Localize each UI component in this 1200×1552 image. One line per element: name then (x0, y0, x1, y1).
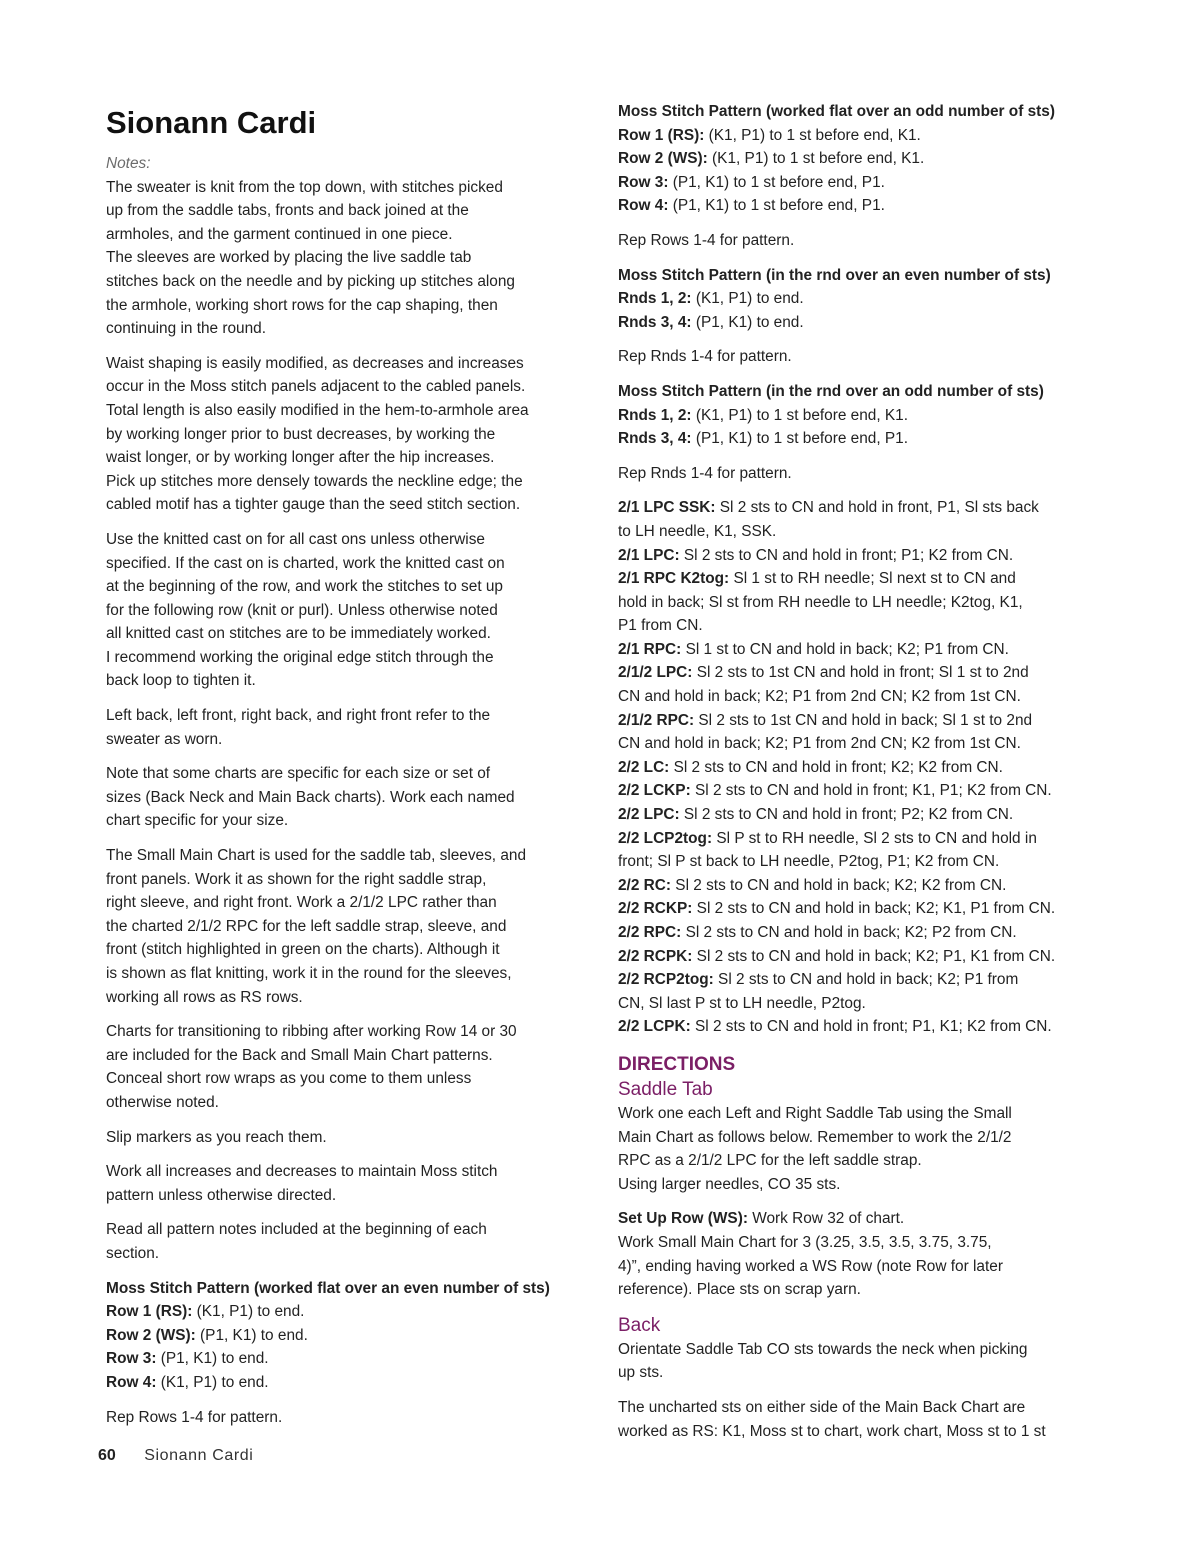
text-line: right sleeve, and right front. Work a 2/1/2 LPC rather than (106, 894, 497, 912)
text-line: the charted 2/1/2 RPC for the left saddle strap, sleeve, and (106, 917, 507, 935)
text-line: Conceal short row wraps as you come to them unless (106, 1070, 472, 1088)
right-column (618, 100, 1098, 1454)
term-label: Row 1 (RS): (618, 126, 705, 144)
term-label: 2/2 LCPK: (618, 1018, 691, 1036)
incdec-paragraph (106, 1160, 586, 1207)
moss-even-rnd-section (618, 264, 1098, 369)
term-label: 2/2 LCKP: (618, 782, 691, 800)
term-label: Row 3: (618, 173, 669, 191)
text-line: cabled motif has a tighter gauge than the seed stitch section. (106, 496, 521, 514)
term-label: 2/1 LPC SSK: (618, 499, 716, 517)
text-line: 2/1 LPC: Sl 2 sts to CN and hold in front; P1; K2 from CN. (618, 546, 1014, 564)
text-line: 2/2 RC: Sl 2 sts to CN and hold in back; K2; K2 from CN. (618, 876, 1007, 894)
text-line: 4)”, ending having worked a WS Row (note Row for later (618, 1257, 1003, 1275)
text-line: The sweater is knit from the top down, with stitches picked (106, 178, 503, 196)
text-line: front; Sl P st back to LH needle, P2tog, P1; K2 from CN. (618, 853, 1000, 871)
text-line: Work Small Main Chart for 3 (3.25, 3.5, 3.5, 3.75, 3.75, (618, 1233, 992, 1251)
term-label: 2/2 LCP2tog: (618, 829, 713, 847)
pattern-repeat: Rep Rows 1-4 for pattern. (618, 231, 795, 249)
text-line: Left back, left front, right back, and right front refer to the (106, 707, 491, 725)
text-line: CN and hold in back; K2; P1 from 2nd CN; K2 from 1st CN. (618, 688, 1021, 706)
text-line: Rnds 1, 2: (K1, P1) to 1 st before end, K1. (618, 406, 909, 424)
term-label: 2/1 LPC: (618, 546, 680, 564)
term-label: 2/1/2 LPC: (618, 664, 693, 682)
text-line: Waist shaping is easily modified, as decreases and increases (106, 354, 524, 372)
text-line: 2/2 RCKP: Sl 2 sts to CN and hold in back; K2; K1, P1 from CN. (618, 900, 1056, 918)
text-line: Row 1 (RS): (K1, P1) to end. (106, 1303, 305, 1321)
text-line: otherwise noted. (106, 1093, 219, 1111)
page-footer (98, 1447, 253, 1465)
text-line: occur in the Moss stitch panels adjacent to the cabled panels. (106, 378, 526, 396)
text-line: 2/2 RCP2tog: Sl 2 sts to CN and hold in back; K2; P1 from (618, 971, 1019, 989)
text-line: 2/1 RPC: Sl 1 st to CN and hold in back; K2; P1 from CN. (618, 640, 1009, 658)
text-line: The sleeves are worked by placing the live saddle tab (106, 249, 472, 267)
back-heading: Back (618, 1314, 661, 1336)
text-line: front panels. Work it as shown for the right saddle strap, (106, 870, 487, 888)
orientation-paragraph (106, 704, 586, 751)
text-line: 2/1/2 LPC: Sl 2 sts to 1st CN and hold in front; Sl 1 st to 2nd (618, 664, 1029, 682)
text-line: 2/2 RCPK: Sl 2 sts to CN and hold in back; K2; P1, K1 from CN. (618, 947, 1056, 965)
saddle-tab-paragraph (618, 1102, 1098, 1196)
term-label: Rnds 3, 4: (618, 313, 692, 331)
text-line: 2/2 LPC: Sl 2 sts to CN and hold in front; P2; K2 from CN. (618, 806, 1014, 824)
term-label: Rnds 1, 2: (618, 406, 692, 424)
abbreviations-list (618, 496, 1098, 1039)
text-line: front (stitch highlighted in green on the charts). Although it (106, 941, 500, 959)
notes-label: Notes: (106, 155, 151, 172)
term-label: 2/2 RC: (618, 876, 672, 894)
text-line: Slip markers as you reach them. (106, 1128, 327, 1146)
text-line: 2/2 RPC: Sl 2 sts to CN and hold in back; K2; P2 from CN. (618, 924, 1017, 941)
text-line: at the beginning of the row, and work the stitches to set up (106, 578, 503, 596)
text-line: 2/2 LCKP: Sl 2 sts to CN and hold in front; K1, P1; K2 from CN. (618, 782, 1052, 800)
text-line: P1 from CN. (618, 617, 703, 635)
read-paragraph (106, 1218, 586, 1265)
term-label: Row 2 (WS): (618, 150, 708, 168)
charts-note-paragraph (106, 762, 586, 833)
term-label: 2/2 LPC: (618, 806, 680, 824)
text-line: Orientate Saddle Tab CO sts towards the neck when picking (618, 1340, 1028, 1358)
text-line: Read all pattern notes included at the beginning of each (106, 1221, 487, 1239)
saddle-tab-heading: Saddle Tab (618, 1078, 713, 1100)
pattern-title: Moss Stitch Pattern (worked flat over an even number of sts) (106, 1279, 550, 1297)
page-number: 60 (98, 1447, 116, 1464)
text-line: sweater as worn. (106, 730, 223, 748)
text-line: Work all increases and decreases to maintain Moss stitch (106, 1163, 498, 1181)
text-line: by working longer prior to bust decreases, by working the (106, 425, 496, 443)
moss-even-flat-section (106, 1277, 586, 1430)
term-label: 2/2 LC: (618, 758, 670, 776)
text-line: The uncharted sts on either side of the Main Back Chart are (618, 1398, 1026, 1416)
text-line: stitches back on the needle and by picking up stitches along (106, 272, 515, 290)
text-line: worked as RS: K1, Moss st to chart, work chart, Moss st to 1 st (618, 1422, 1046, 1440)
text-line: Charts for transitioning to ribbing after working Row 14 or 30 (106, 1023, 517, 1041)
term-label: Row 4: (106, 1373, 157, 1391)
text-line: Row 1 (RS): (K1, P1) to 1 st before end, K1. (618, 126, 921, 144)
text-line: Note that some charts are specific for each size or set of (106, 765, 491, 783)
term-label: Row 3: (106, 1350, 157, 1368)
text-line: I recommend working the original edge stitch through the (106, 648, 494, 666)
term-label: Row 4: (618, 197, 669, 215)
text-line: Row 4: (P1, K1) to 1 st before end, P1. (618, 197, 885, 215)
text-line: CN, Sl last P st to LH needle, P2tog. (618, 994, 866, 1012)
term-label: 2/2 RCPK: (618, 947, 693, 965)
pattern-repeat: Rep Rnds 1-4 for pattern. (618, 464, 792, 482)
term-label: 2/1/2 RPC: (618, 711, 695, 729)
text-line: 2/1 LPC SSK: Sl 2 sts to CN and hold in front, P1, Sl sts back (618, 499, 1039, 517)
term-label: 2/1 RPC: (618, 640, 682, 658)
text-line: up sts. (618, 1364, 664, 1382)
text-line: pattern unless otherwise directed. (106, 1186, 337, 1204)
term-label: 2/2 RCP2tog: (618, 971, 714, 989)
pattern-title: Moss Stitch Pattern (in the rnd over an even number of sts) (618, 266, 1051, 284)
text-line: is shown as flat knitting, work it in the round for the sleeves, (106, 965, 512, 982)
text-line: Total length is also easily modified in the hem-to-armhole area (106, 401, 529, 419)
text-line: to LH needle, K1, SSK. (618, 522, 777, 540)
pattern-repeat: Rep Rows 1-4 for pattern. (106, 1408, 283, 1426)
text-line: Row 2 (WS): (P1, K1) to end. (106, 1326, 308, 1344)
text-line: 2/1/2 RPC: Sl 2 sts to 1st CN and hold in back; Sl 1 st to 2nd (618, 711, 1033, 729)
moss-odd-rnd-section (618, 380, 1098, 485)
transition-paragraph (106, 1020, 586, 1114)
term-label: Rnds 3, 4: (618, 430, 692, 448)
setup-paragraph (618, 1207, 1098, 1301)
back-paragraph-2 (618, 1396, 1098, 1443)
text-line: Using larger needles, CO 35 sts. (618, 1175, 841, 1193)
caston-paragraph (106, 528, 586, 693)
text-line: back loop to tighten it. (106, 672, 256, 690)
text-line: Use the knitted cast on for all cast ons unless otherwise (106, 530, 485, 548)
term-label: 2/2 RCKP: (618, 900, 693, 918)
intro-paragraph (106, 176, 586, 341)
text-line: all knitted cast on stitches are to be immediately worked. (106, 625, 491, 643)
text-line: Main Chart as follows below. Remember to work the 2/1/2 (618, 1128, 1012, 1146)
text-line: RPC as a 2/1/2 LPC for the left saddle strap. (618, 1152, 922, 1170)
pattern-title: Moss Stitch Pattern (worked flat over an odd number of sts) (618, 103, 1055, 120)
moss-odd-flat-section (618, 100, 1098, 253)
term-label: 2/2 RPC: (618, 924, 682, 941)
text-line: reference). Place sts on scrap yarn. (618, 1281, 861, 1299)
term-label: Row 1 (RS): (106, 1303, 193, 1321)
text-line: CN and hold in back; K2; P1 from 2nd CN; K2 from 1st CN. (618, 735, 1021, 753)
text-line: Row 2 (WS): (K1, P1) to 1 st before end, K1. (618, 150, 925, 168)
text-line: Set Up Row (WS): Work Row 32 of chart. (618, 1210, 905, 1228)
page-title: Sionann Cardi (106, 105, 317, 140)
text-line: Row 3: (P1, K1) to end. (106, 1350, 269, 1368)
text-line: continuing in the round. (106, 320, 267, 338)
back-paragraph-1 (618, 1338, 1098, 1385)
text-line: working all rows as RS rows. (106, 988, 303, 1006)
directions-heading: DIRECTIONS (618, 1053, 736, 1075)
waist-paragraph (106, 352, 586, 517)
text-line: are included for the Back and Small Main Chart patterns. (106, 1046, 493, 1064)
text-line: hold in back; Sl st from RH needle to LH needle; K2tog, K1, (618, 593, 1023, 611)
text-line: 2/2 LCP2tog: Sl P st to RH needle, Sl 2 sts to CN and hold in (618, 829, 1037, 847)
text-line: chart specific for your size. (106, 812, 289, 830)
slip-paragraph (106, 1126, 586, 1150)
text-line: 2/2 LCPK: Sl 2 sts to CN and hold in front; P1, K1; K2 from CN. (618, 1018, 1052, 1036)
pattern-repeat: Rep Rnds 1-4 for pattern. (618, 348, 792, 366)
text-line: Pick up stitches more densely towards the neckline edge; the (106, 472, 523, 490)
text-line: 2/2 LC: Sl 2 sts to CN and hold in front; K2; K2 from CN. (618, 758, 1003, 776)
text-line: Rnds 3, 4: (P1, K1) to 1 st before end, P1. (618, 430, 909, 448)
text-line: specified. If the cast on is charted, work the knitted cast on (106, 554, 505, 572)
text-line: section. (106, 1244, 160, 1262)
text-line: Row 3: (P1, K1) to 1 st before end, P1. (618, 173, 885, 191)
running-title: Sionann Cardi (144, 1447, 254, 1464)
term-label: 2/1 RPC K2tog: (618, 570, 730, 588)
text-line: Rnds 3, 4: (P1, K1) to end. (618, 313, 804, 331)
term-label: Row 2 (WS): (106, 1326, 196, 1344)
term-label: Rnds 1, 2: (618, 290, 692, 308)
text-line: the armhole, working short rows for the cap shaping, then (106, 296, 498, 314)
text-line: Row 4: (K1, P1) to end. (106, 1373, 269, 1391)
text-line: up from the saddle tabs, fronts and back joined at the (106, 202, 469, 220)
text-line: for the following row (knit or purl). Unless otherwise noted (106, 601, 498, 619)
text-line: The Small Main Chart is used for the saddle tab, sleeves, and (106, 847, 527, 865)
text-line: Work one each Left and Right Saddle Tab using the Small (618, 1104, 1012, 1122)
text-line: sizes (Back Neck and Main Back charts). Work each named (106, 788, 515, 806)
small-main-paragraph (106, 844, 586, 1009)
text-line: 2/1 RPC K2tog: Sl 1 st to RH needle; Sl next st to CN and (618, 570, 1016, 588)
text-line: Rnds 1, 2: (K1, P1) to end. (618, 290, 804, 308)
left-column (106, 100, 586, 1440)
pattern-title: Moss Stitch Pattern (in the rnd over an odd number of sts) (618, 382, 1044, 400)
text-line: armholes, and the garment continued in one piece. (106, 225, 453, 243)
term-label: Set Up Row (WS): (618, 1210, 748, 1228)
text-line: waist longer, or by working longer after the hip increases. (106, 449, 495, 467)
